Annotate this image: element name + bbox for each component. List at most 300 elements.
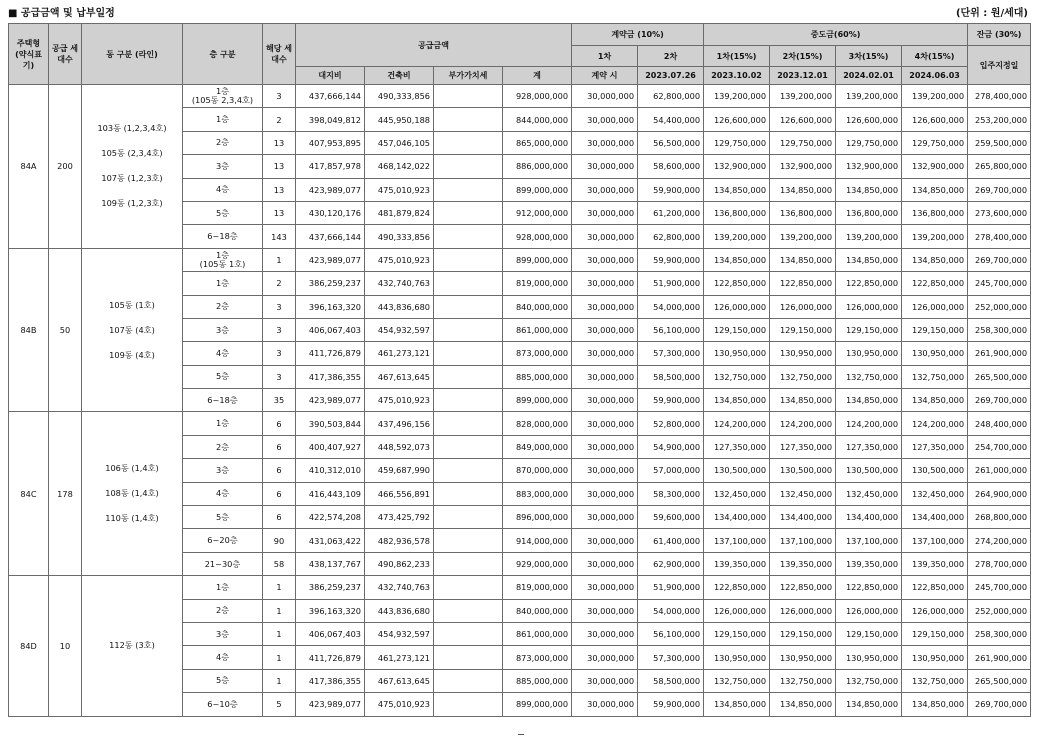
units-cell: 143 xyxy=(263,225,296,248)
total-cell: 865,000,000 xyxy=(503,131,572,154)
balance-header: 잔금 (30%) xyxy=(968,24,1031,46)
middle-1-cell: 134,400,000 xyxy=(704,506,770,529)
building-cost-cell: 437,496,156 xyxy=(365,412,434,435)
middle-2-cell: 130,950,000 xyxy=(770,342,836,365)
units-cell: 6 xyxy=(263,459,296,482)
middle-3-cell: 136,800,000 xyxy=(836,201,902,224)
vat-cell xyxy=(434,295,503,318)
middle-4-cell: 134,850,000 xyxy=(902,248,968,271)
deposit-2-cell: 62,900,000 xyxy=(638,552,704,575)
middle-2-cell: 127,350,000 xyxy=(770,435,836,458)
middle-1-cell: 122,850,000 xyxy=(704,272,770,295)
land-cost-cell: 422,574,208 xyxy=(296,506,365,529)
middle-2-cell: 126,000,000 xyxy=(770,295,836,318)
deposit-1-cell: 30,000,000 xyxy=(572,155,638,178)
middle-3-cell: 132,750,000 xyxy=(836,669,902,692)
middle-1-cell: 137,100,000 xyxy=(704,529,770,552)
middle-1-header: 1차(15%) xyxy=(704,46,770,67)
middle-4-cell: 126,000,000 xyxy=(902,295,968,318)
land-cost-cell: 396,163,320 xyxy=(296,295,365,318)
supply-units-cell: 178 xyxy=(49,412,82,576)
middle-2-cell: 134,850,000 xyxy=(770,389,836,412)
units-cell: 13 xyxy=(263,178,296,201)
building-cost-cell: 467,613,645 xyxy=(365,365,434,388)
land-cost-cell: 423,989,077 xyxy=(296,693,365,716)
building-line: 105동 (2,3,4호) xyxy=(101,148,163,159)
vat-cell xyxy=(434,576,503,599)
total-cell: 844,000,000 xyxy=(503,108,572,131)
building-cost-cell: 461,273,121 xyxy=(365,342,434,365)
building-line: 112동 (3호) xyxy=(109,640,155,651)
units-cell: 1 xyxy=(263,599,296,622)
deposit-2-cell: 51,900,000 xyxy=(638,272,704,295)
units-cell: 3 xyxy=(263,295,296,318)
total-cell: 873,000,000 xyxy=(503,646,572,669)
deposit-1-cell: 30,000,000 xyxy=(572,342,638,365)
building-line: 106동 (1,4호) xyxy=(105,463,159,474)
floor-cell: 4층 xyxy=(183,482,263,505)
middle-3-cell: 139,200,000 xyxy=(836,225,902,248)
total-cell: 899,000,000 xyxy=(503,693,572,716)
middle-4-cell: 132,750,000 xyxy=(902,365,968,388)
balance-cell: 261,900,000 xyxy=(968,646,1031,669)
deposit-2-cell: 58,300,000 xyxy=(638,482,704,505)
building-cost-cell: 443,836,680 xyxy=(365,599,434,622)
middle-1-cell: 139,350,000 xyxy=(704,552,770,575)
building-line: 103동 (1,2,3,4호) xyxy=(97,123,167,134)
total-cell: 896,000,000 xyxy=(503,506,572,529)
supply-units-cell: 50 xyxy=(49,248,82,412)
deposit-1-cell: 30,000,000 xyxy=(572,552,638,575)
vat-cell xyxy=(434,646,503,669)
vat-cell xyxy=(434,459,503,482)
land-cost-cell: 416,443,109 xyxy=(296,482,365,505)
total-cell: 883,000,000 xyxy=(503,482,572,505)
middle-1-cell: 134,850,000 xyxy=(704,248,770,271)
middle-1-cell: 129,150,000 xyxy=(704,622,770,645)
deposit-header: 계약금 (10%) xyxy=(572,24,704,46)
middle-3-cell: 129,750,000 xyxy=(836,131,902,154)
floor-cell: 1층 xyxy=(183,108,263,131)
balance-cell: 265,500,000 xyxy=(968,365,1031,388)
building-lines-cell xyxy=(82,85,183,249)
middle-2-cell: 122,850,000 xyxy=(770,272,836,295)
land-cost-cell: 411,726,879 xyxy=(296,646,365,669)
deposit-1-cell: 30,000,000 xyxy=(572,178,638,201)
building-line: 109동 (4호) xyxy=(109,349,155,360)
balance-cell: 245,700,000 xyxy=(968,576,1031,599)
land-cost-cell: 390,503,844 xyxy=(296,412,365,435)
deposit-1-cell: 30,000,000 xyxy=(572,459,638,482)
middle-1-cell: 124,200,000 xyxy=(704,412,770,435)
deposit-2-cell: 59,900,000 xyxy=(638,178,704,201)
land-cost-cell: 423,989,077 xyxy=(296,389,365,412)
building-cost-cell: 432,740,763 xyxy=(365,576,434,599)
middle-2-cell: 132,750,000 xyxy=(770,365,836,388)
units-cell: 35 xyxy=(263,389,296,412)
middle-3-cell: 126,000,000 xyxy=(836,599,902,622)
building-cost-cell: 445,950,188 xyxy=(365,108,434,131)
middle-4-cell: 126,000,000 xyxy=(902,599,968,622)
middle-1-cell: 132,450,000 xyxy=(704,482,770,505)
building-cost-cell: 490,333,856 xyxy=(365,85,434,108)
land-cost-cell: 406,067,403 xyxy=(296,622,365,645)
vat-cell xyxy=(434,622,503,645)
middle-4-cell: 134,850,000 xyxy=(902,693,968,716)
balance-cell: 278,400,000 xyxy=(968,225,1031,248)
balance-cell: 253,200,000 xyxy=(968,108,1031,131)
middle-1-cell: 132,900,000 xyxy=(704,155,770,178)
deposit-2-cell: 58,500,000 xyxy=(638,669,704,692)
total-cell: 840,000,000 xyxy=(503,599,572,622)
vat-cell xyxy=(434,272,503,295)
table-row xyxy=(9,248,1031,271)
middle-4-cell: 124,200,000 xyxy=(902,412,968,435)
deposit-1-cell: 30,000,000 xyxy=(572,201,638,224)
building-cost-cell: 482,936,578 xyxy=(365,529,434,552)
deposit-1-header: 1차 xyxy=(572,46,638,67)
units-cell: 2 xyxy=(263,108,296,131)
balance-cell: 245,700,000 xyxy=(968,272,1031,295)
deposit-2-cell: 62,800,000 xyxy=(638,225,704,248)
building-cost-cell: 448,592,073 xyxy=(365,435,434,458)
deposit-2-cell: 54,900,000 xyxy=(638,435,704,458)
vat-cell xyxy=(434,108,503,131)
total-cell: 861,000,000 xyxy=(503,318,572,341)
units-cell: 1 xyxy=(263,248,296,271)
deposit-2-cell: 57,300,000 xyxy=(638,646,704,669)
building-line: 107동 (4호) xyxy=(109,324,155,335)
deposit-2-cell: 54,000,000 xyxy=(638,295,704,318)
floor-cell: 5층 xyxy=(183,201,263,224)
middle-3-cell: 129,150,000 xyxy=(836,318,902,341)
total-cell: 914,000,000 xyxy=(503,529,572,552)
vat-cell xyxy=(434,435,503,458)
building-cost-cell: 475,010,923 xyxy=(365,389,434,412)
land-cost-cell: 406,067,403 xyxy=(296,318,365,341)
deposit-2-cell: 59,900,000 xyxy=(638,248,704,271)
middle-3-cell: 134,850,000 xyxy=(836,248,902,271)
balance-cell: 252,000,000 xyxy=(968,599,1031,622)
middle-3-date: 2024.02.01 xyxy=(836,67,902,85)
building-line: 107동 (1,2,3호) xyxy=(101,173,163,184)
land-cost-cell: 407,953,895 xyxy=(296,131,365,154)
land-cost-cell: 431,063,422 xyxy=(296,529,365,552)
middle-4-cell: 130,950,000 xyxy=(902,342,968,365)
vat-cell xyxy=(434,552,503,575)
units-cell: 90 xyxy=(263,529,296,552)
deposit-1-cell: 30,000,000 xyxy=(572,225,638,248)
deposit-1-cell: 30,000,000 xyxy=(572,248,638,271)
vat-cell xyxy=(434,85,503,108)
balance-cell: 269,700,000 xyxy=(968,248,1031,271)
land-cost-cell: 398,049,812 xyxy=(296,108,365,131)
total-cell: 899,000,000 xyxy=(503,389,572,412)
building-cost-cell: 473,425,792 xyxy=(365,506,434,529)
middle-2-cell: 126,600,000 xyxy=(770,108,836,131)
middle-2-cell: 132,900,000 xyxy=(770,155,836,178)
balance-cell: 268,800,000 xyxy=(968,506,1031,529)
deposit-2-header: 2차 xyxy=(638,46,704,67)
deposit-1-cell: 30,000,000 xyxy=(572,85,638,108)
balance-cell: 269,700,000 xyxy=(968,389,1031,412)
deposit-1-cell: 30,000,000 xyxy=(572,599,638,622)
movein-header: 입주지정일 xyxy=(968,46,1031,85)
deposit-1-cell: 30,000,000 xyxy=(572,389,638,412)
middle-4-cell: 134,850,000 xyxy=(902,389,968,412)
floor-cell: 2층 xyxy=(183,435,263,458)
deposit-2-cell: 61,200,000 xyxy=(638,201,704,224)
building-cost-cell: 475,010,923 xyxy=(365,693,434,716)
units-cell: 1 xyxy=(263,669,296,692)
floor-cell: 4층 xyxy=(183,342,263,365)
table-row xyxy=(9,85,1031,108)
middle-3-cell: 122,850,000 xyxy=(836,576,902,599)
middle-1-date: 2023.10.02 xyxy=(704,67,770,85)
floor-cell: 2층 xyxy=(183,295,263,318)
middle-4-header: 4차(15%) xyxy=(902,46,968,67)
deposit-2-cell: 61,400,000 xyxy=(638,529,704,552)
balance-cell: 273,600,000 xyxy=(968,201,1031,224)
middle-3-cell: 134,850,000 xyxy=(836,389,902,412)
floor-cell: 2층 xyxy=(183,131,263,154)
total-cell: 828,000,000 xyxy=(503,412,572,435)
middle-3-cell: 130,500,000 xyxy=(836,459,902,482)
supply-units-cell: 10 xyxy=(49,576,82,716)
deposit-1-cell: 30,000,000 xyxy=(572,529,638,552)
col-type-header: 주택형 (약식표기) xyxy=(9,24,49,85)
building-cost-cell: 454,932,597 xyxy=(365,318,434,341)
middle-3-cell: 122,850,000 xyxy=(836,272,902,295)
page-title: ■ 공급금액 및 납부일정 xyxy=(8,8,115,19)
middle-4-cell: 136,800,000 xyxy=(902,201,968,224)
middle-1-cell: 134,850,000 xyxy=(704,389,770,412)
middle-4-cell: 132,900,000 xyxy=(902,155,968,178)
middle-3-cell: 126,000,000 xyxy=(836,295,902,318)
middle-1-cell: 129,150,000 xyxy=(704,318,770,341)
middle-2-cell: 134,850,000 xyxy=(770,248,836,271)
middle-1-cell: 126,600,000 xyxy=(704,108,770,131)
total-cell: 912,000,000 xyxy=(503,201,572,224)
middle-3-cell: 124,200,000 xyxy=(836,412,902,435)
units-cell: 6 xyxy=(263,412,296,435)
units-cell: 1 xyxy=(263,646,296,669)
middle-2-cell: 132,750,000 xyxy=(770,669,836,692)
middle-3-header: 3차(15%) xyxy=(836,46,902,67)
balance-cell: 261,000,000 xyxy=(968,459,1031,482)
vat-cell xyxy=(434,131,503,154)
middle-2-cell: 129,750,000 xyxy=(770,131,836,154)
balance-cell: 274,200,000 xyxy=(968,529,1031,552)
building-cost-cell: 454,932,597 xyxy=(365,622,434,645)
floor-cell: 6~18층 xyxy=(183,225,263,248)
deposit-1-cell: 30,000,000 xyxy=(572,412,638,435)
units-cell: 3 xyxy=(263,318,296,341)
floor-cell: 6~20층 xyxy=(183,529,263,552)
building-cost-cell: 467,613,645 xyxy=(365,669,434,692)
total-cell: 885,000,000 xyxy=(503,365,572,388)
deposit-2-cell: 56,500,000 xyxy=(638,131,704,154)
middle-1-cell: 130,950,000 xyxy=(704,646,770,669)
floor-cell: 6~10층 xyxy=(183,693,263,716)
total-cell: 840,000,000 xyxy=(503,295,572,318)
middle-1-cell: 127,350,000 xyxy=(704,435,770,458)
units-cell: 6 xyxy=(263,506,296,529)
building-cost-cell: 443,836,680 xyxy=(365,295,434,318)
floor-cell: 1층 (105동 2,3,4호) xyxy=(183,85,263,108)
balance-cell: 261,900,000 xyxy=(968,342,1031,365)
building-lines-cell xyxy=(82,248,183,412)
middle-4-cell: 126,600,000 xyxy=(902,108,968,131)
units-cell: 3 xyxy=(263,342,296,365)
middle-3-cell: 139,200,000 xyxy=(836,85,902,108)
middle-4-cell: 134,850,000 xyxy=(902,178,968,201)
building-cost-cell: 481,879,824 xyxy=(365,201,434,224)
building-line: 108동 (1,4호) xyxy=(105,488,159,499)
deposit-1-cell: 30,000,000 xyxy=(572,435,638,458)
middle-3-cell: 134,850,000 xyxy=(836,178,902,201)
middle-1-cell: 130,500,000 xyxy=(704,459,770,482)
col-building-header: 동 구분 (라인) xyxy=(82,24,183,85)
land-cost-cell: 417,857,978 xyxy=(296,155,365,178)
deposit-2-cell: 58,600,000 xyxy=(638,155,704,178)
units-cell: 5 xyxy=(263,693,296,716)
middle-2-cell: 130,950,000 xyxy=(770,646,836,669)
middle-3-cell: 132,900,000 xyxy=(836,155,902,178)
housing-type-cell: 84B xyxy=(9,248,49,412)
deposit-2-cell: 59,900,000 xyxy=(638,693,704,716)
building-cost-cell: 468,142,022 xyxy=(365,155,434,178)
middle-4-cell: 130,500,000 xyxy=(902,459,968,482)
middle-1-cell: 126,000,000 xyxy=(704,295,770,318)
middle-2-cell: 129,150,000 xyxy=(770,622,836,645)
middle-4-date: 2024.06.03 xyxy=(902,67,968,85)
middle-4-cell: 139,350,000 xyxy=(902,552,968,575)
middle-4-cell: 129,150,000 xyxy=(902,622,968,645)
middle-3-cell: 130,950,000 xyxy=(836,342,902,365)
vat-cell xyxy=(434,318,503,341)
units-cell: 13 xyxy=(263,201,296,224)
total-cell: 819,000,000 xyxy=(503,272,572,295)
middle-3-cell: 134,400,000 xyxy=(836,506,902,529)
building-cost-cell: 466,556,891 xyxy=(365,482,434,505)
middle-4-cell: 137,100,000 xyxy=(902,529,968,552)
col-units-header: 해당 세대수 xyxy=(263,24,296,85)
deposit-1-date: 계약 시 xyxy=(572,67,638,85)
floor-cell: 6~18층 xyxy=(183,389,263,412)
land-header: 대지비 xyxy=(296,67,365,85)
building-cost-cell: 457,046,105 xyxy=(365,131,434,154)
land-cost-cell: 410,312,010 xyxy=(296,459,365,482)
building-line: 105동 (1호) xyxy=(109,299,155,310)
balance-cell: 254,700,000 xyxy=(968,435,1031,458)
total-cell: 928,000,000 xyxy=(503,85,572,108)
units-cell: 13 xyxy=(263,155,296,178)
units-cell: 6 xyxy=(263,435,296,458)
vat-cell xyxy=(434,506,503,529)
deposit-2-cell: 58,500,000 xyxy=(638,365,704,388)
building-line: 109동 (1,2,3호) xyxy=(101,198,163,209)
total-cell: 899,000,000 xyxy=(503,178,572,201)
units-cell: 3 xyxy=(263,365,296,388)
land-cost-cell: 437,666,144 xyxy=(296,225,365,248)
balance-cell: 278,400,000 xyxy=(968,85,1031,108)
deposit-2-cell: 56,100,000 xyxy=(638,318,704,341)
vat-cell xyxy=(434,529,503,552)
middle-1-cell: 126,000,000 xyxy=(704,599,770,622)
total-cell: 819,000,000 xyxy=(503,576,572,599)
deposit-2-cell: 57,300,000 xyxy=(638,342,704,365)
middle-2-cell: 122,850,000 xyxy=(770,576,836,599)
deposit-1-cell: 30,000,000 xyxy=(572,669,638,692)
building-cost-cell: 459,687,990 xyxy=(365,459,434,482)
middle-3-cell: 127,350,000 xyxy=(836,435,902,458)
land-cost-cell: 411,726,879 xyxy=(296,342,365,365)
building-cost-cell: 432,740,763 xyxy=(365,272,434,295)
balance-cell: 265,800,000 xyxy=(968,155,1031,178)
page-marker xyxy=(518,734,524,735)
middle-2-cell: 139,200,000 xyxy=(770,225,836,248)
middle-3-cell: 129,150,000 xyxy=(836,622,902,645)
middle-1-cell: 132,750,000 xyxy=(704,669,770,692)
total-cell: 861,000,000 xyxy=(503,622,572,645)
building-cost-cell: 490,333,856 xyxy=(365,225,434,248)
building-cost-cell: 490,862,233 xyxy=(365,552,434,575)
land-cost-cell: 396,163,320 xyxy=(296,599,365,622)
page-header xyxy=(8,4,1028,20)
deposit-2-cell: 51,900,000 xyxy=(638,576,704,599)
vat-cell xyxy=(434,389,503,412)
middle-1-cell: 139,200,000 xyxy=(704,85,770,108)
middle-1-cell: 122,850,000 xyxy=(704,576,770,599)
supply-units-cell: 200 xyxy=(49,85,82,249)
total-cell: 929,000,000 xyxy=(503,552,572,575)
balance-cell: 269,700,000 xyxy=(968,693,1031,716)
land-cost-cell: 438,137,767 xyxy=(296,552,365,575)
vat-header: 부가가치세 xyxy=(434,67,503,85)
price-table xyxy=(8,23,1031,717)
total-cell: 885,000,000 xyxy=(503,669,572,692)
land-cost-cell: 430,120,176 xyxy=(296,201,365,224)
middle-3-cell: 134,850,000 xyxy=(836,693,902,716)
units-cell: 1 xyxy=(263,622,296,645)
total-header: 계 xyxy=(503,67,572,85)
building-lines-cell xyxy=(82,576,183,716)
deposit-2-cell: 54,400,000 xyxy=(638,108,704,131)
units-cell: 2 xyxy=(263,272,296,295)
floor-cell: 2층 xyxy=(183,599,263,622)
floor-cell: 1층 xyxy=(183,412,263,435)
middle-1-cell: 134,850,000 xyxy=(704,693,770,716)
middle-4-cell: 129,150,000 xyxy=(902,318,968,341)
land-cost-cell: 437,666,144 xyxy=(296,85,365,108)
balance-cell: 265,500,000 xyxy=(968,669,1031,692)
middle-1-cell: 130,950,000 xyxy=(704,342,770,365)
land-cost-cell: 386,259,237 xyxy=(296,576,365,599)
deposit-2-cell: 54,000,000 xyxy=(638,599,704,622)
middle-2-header: 2차(15%) xyxy=(770,46,836,67)
balance-cell: 278,700,000 xyxy=(968,552,1031,575)
middle-2-cell: 139,200,000 xyxy=(770,85,836,108)
deposit-1-cell: 30,000,000 xyxy=(572,693,638,716)
middle-2-date: 2023.12.01 xyxy=(770,67,836,85)
floor-cell: 5층 xyxy=(183,669,263,692)
units-cell: 13 xyxy=(263,131,296,154)
middle-3-cell: 137,100,000 xyxy=(836,529,902,552)
middle-1-cell: 129,750,000 xyxy=(704,131,770,154)
middle-3-cell: 132,450,000 xyxy=(836,482,902,505)
floor-cell: 21~30층 xyxy=(183,552,263,575)
